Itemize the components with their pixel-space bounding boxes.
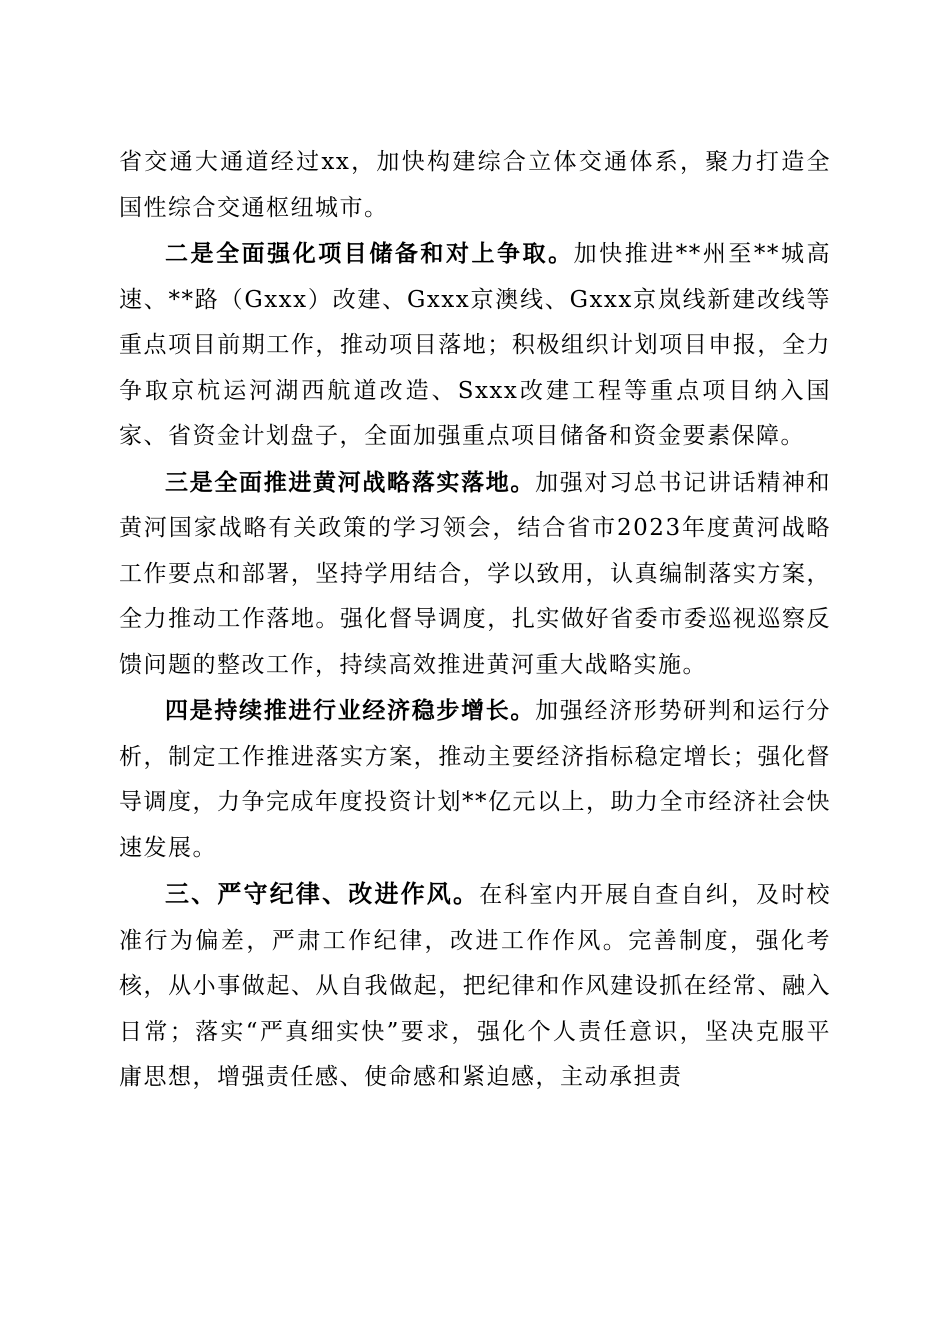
paragraph-project-reserve — [119, 231, 831, 460]
paragraph-lead: 三是全面推进黄河战略落实落地。 — [165, 468, 536, 496]
paragraph-yellow-river-strategy — [119, 460, 831, 689]
section-heading: 三、严守纪律、改进作风。 — [165, 879, 480, 908]
paragraph-body: 加快推进**州至**城高速、**路（Gxxx）改建、Gxxx京澳线、Gxxx京岚线新建改线等重点项目前期工作，推动项目落地；积极组织计划项目申报，全力争取京杭运河湖西航道改造、Sxxx改建工程等重点项目纳入国家、省资金计划盘子，全面加强重点项目储备和资金要素保障。 — [119, 241, 832, 449]
paragraph-body: 在科室内开展自查自纠，及时校准行为偏差，严肃工作纪律，改进工作作风。完善制度，强化考核，从小事做起、从自我做起，把纪律和作风建设抓在经常、融入日常；落实“严真细实快”要求，强化个人责任意识，坚决克服平庸思想，增强责任感、使命感和紧迫感，主动承担责 — [119, 882, 832, 1090]
paragraph-economic-growth — [119, 688, 831, 871]
paragraph-lead: 二是全面强化项目储备和对上争取。 — [165, 240, 574, 267]
paragraph-body: 加强经济形势研判和运行分析，制定工作推进落实方案，推动主要经济指标稳定增长；强化督导调度，力争完成年度投资计划**亿元以上，助力全市经济社会快速发展。 — [119, 698, 832, 861]
paragraph-discipline-section — [119, 871, 831, 1101]
paragraph-body: 加强对习总书记讲话精神和黄河国家战略有关政策的学习领会，结合省市2023年度黄河战略工作要点和部署，坚持学用结合，学以致用，认真编制落实方案，全力推动工作落地。强化督导调度，扎实做好省委市委巡视巡察反馈问题的整改工作，持续高效推进黄河重大战略实施。 — [119, 469, 832, 678]
paragraph-body: 省交通大通道经过xx，加快构建综合立体交通体系，聚力打造全国性综合交通枢纽城市。 — [119, 149, 831, 221]
document-body — [119, 140, 831, 1101]
paragraph-lead: 四是持续推进行业经济稳步增长。 — [165, 697, 536, 724]
paragraph-continuation — [119, 140, 831, 231]
